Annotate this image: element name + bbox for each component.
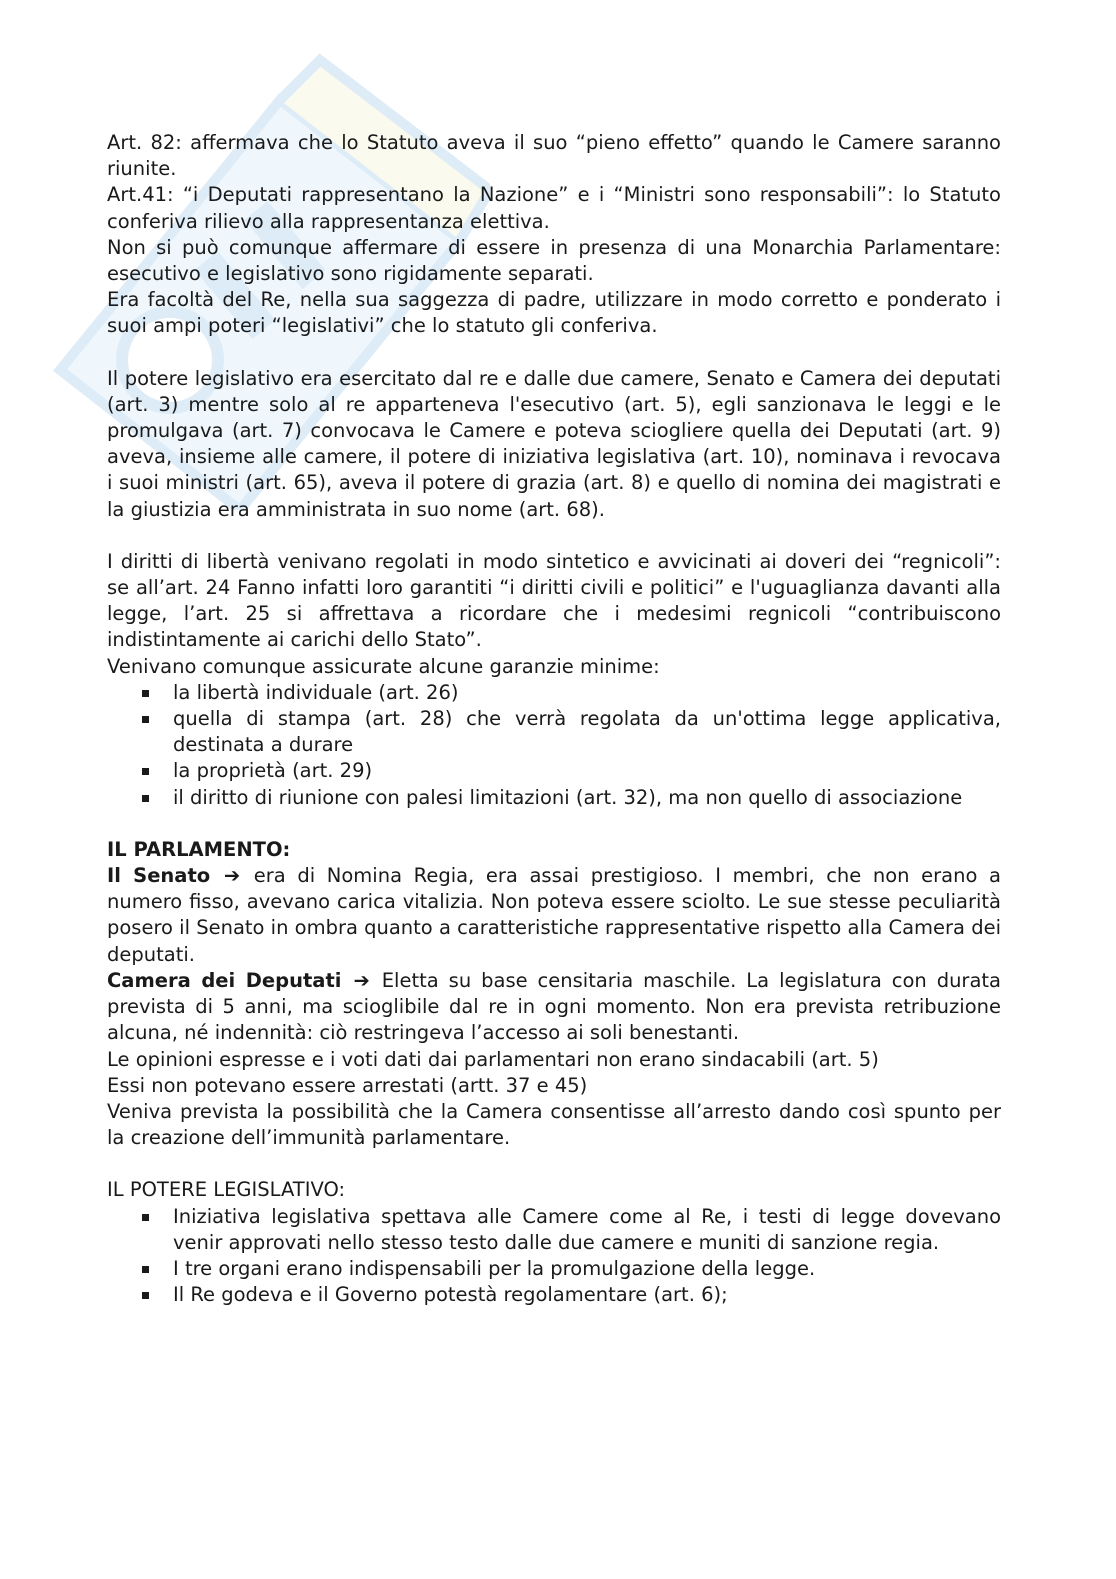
camera-paragraph (107, 968, 1001, 1047)
parlamento-line: Veniva prevista la possibilità che la Camera consentisse all’arresto dando così spunto per la creazione dell’immunità parlamentare. (107, 1099, 1001, 1150)
parlamento-line: Essi non potevano essere arrestati (artt. 37 e 45) (107, 1073, 588, 1097)
garanzie-intro: Venivano comunque assicurate alcune garanzie minime: (107, 654, 660, 678)
legislativo-heading: IL POTERE LEGISLATIVO: (107, 1178, 346, 1202)
intro-paragraph: Era facoltà del Re, nella sua saggezza di padre, utilizzare in modo corretto e ponderato i suoi ampi poteri “legislativi” che lo statuto gli conferiva. (107, 288, 1001, 338)
intro-paragraph: Art. 82: affermava che lo Statuto aveva il suo “pieno effetto” quando le Camere saranno riunite. (107, 131, 1001, 181)
diritti-paragraph: I diritti di libertà venivano regolati in modo sintetico e avvicinati ai doveri dei “regnicoli”: se all’art. 24 Fanno infatti loro garantiti “i diritti civili e politici” e l'uguaglianza davanti alla legge, l’art. 25 si affrettava a ricordare che i medesimi regnicoli “contribuiscono indistintamente ai carichi dello Stato”. (107, 549, 1001, 652)
arrow-right-icon: ➔ (223, 864, 241, 888)
list-item: la proprietà (art. 29) (173, 758, 1001, 784)
intro-paragraph: Non si può comunque affermare di essere in presenza di una Monarchia Parlamentare: esecutivo e legislativo sono rigidamente separati. (107, 235, 1001, 286)
document-page (107, 130, 1001, 1308)
legislativo-list (107, 1204, 1001, 1309)
spacer (107, 523, 1001, 549)
parlamento-heading: IL PARLAMENTO: (107, 837, 291, 861)
parlamento-line: Le opinioni espresse e i voti dati dai parlamentari non erano sindacabili (art. 5) (107, 1047, 879, 1071)
senato-label: Il Senato (107, 864, 211, 888)
list-item: I tre organi erano indispensabili per la promulgazione della legge. (173, 1256, 1001, 1282)
list-item: Il Re godeva e il Governo potestà regolamentare (art. 6); (173, 1282, 1001, 1308)
list-item: Iniziativa legislativa spettava alle Camere come al Re, i testi di legge dovevano venir approvati nello stesso testo dalle due camere e muniti di sanzione regia. (173, 1204, 1001, 1256)
camera-text: Eletta su base censitaria maschile. La legislatura con durata prevista di 5 anni, ma scioglibile dal re in ogni momento. Non era prevista retribuzione alcuna, né indennità: ciò restringeva l’accesso ai soli benestanti. (107, 968, 1001, 1045)
intro-paragraph: Art.41: “i Deputati rappresentano la Nazione” e i “Ministri sono responsabili”: lo Statuto conferiva rilievo alla rappresentanza elettiva. (107, 183, 1001, 233)
arrow-right-icon: ➔ (353, 968, 370, 992)
list-item: la libertà individuale (art. 26) (173, 680, 1001, 706)
list-item: quella di stampa (art. 28) che verrà regolata da un'ottima legge applicativa, destinata a durare (173, 706, 1001, 758)
potere-paragraph: Il potere legislativo era esercitato dal re e dalle due camere, Senato e Camera dei deputati (art. 3) mentre solo al re apparteneva l'esecutivo (art. 5), egli sanzionava le leggi e le promulgava (art. 7) convocava le Camere e poteva sciogliere quella dei Deputati (art. 9) aveva, insieme alle camere, il potere di iniziativa legislativa (art. 10), nominava i revocava i suoi ministri (art. 65), aveva il potere di grazia (art. 8) e quello di nomina dei magistrati e la giustizia era amministrata in suo nome (art. 68). (107, 366, 1001, 521)
senato-paragraph (107, 863, 1001, 968)
camera-label: Camera dei Deputati (107, 968, 342, 992)
senato-text: era di Nomina Regia, era assai prestigioso. I membri, che non erano a numero fisso, avevano carica vitalizia. Non poteva essere sciolto. Le sue stesse peculiarità posero il Senato in ombra quanto a caratteristiche rappresentative rispetto alla Camera dei deputati. (107, 864, 1002, 966)
list-item: il diritto di riunione con palesi limitazioni (art. 32), ma non quello di associazione (173, 785, 1001, 811)
spacer (107, 1151, 1001, 1177)
spacer (107, 811, 1001, 837)
spacer (107, 340, 1001, 366)
garanzie-list (107, 680, 1001, 811)
intro-block (107, 130, 1001, 340)
